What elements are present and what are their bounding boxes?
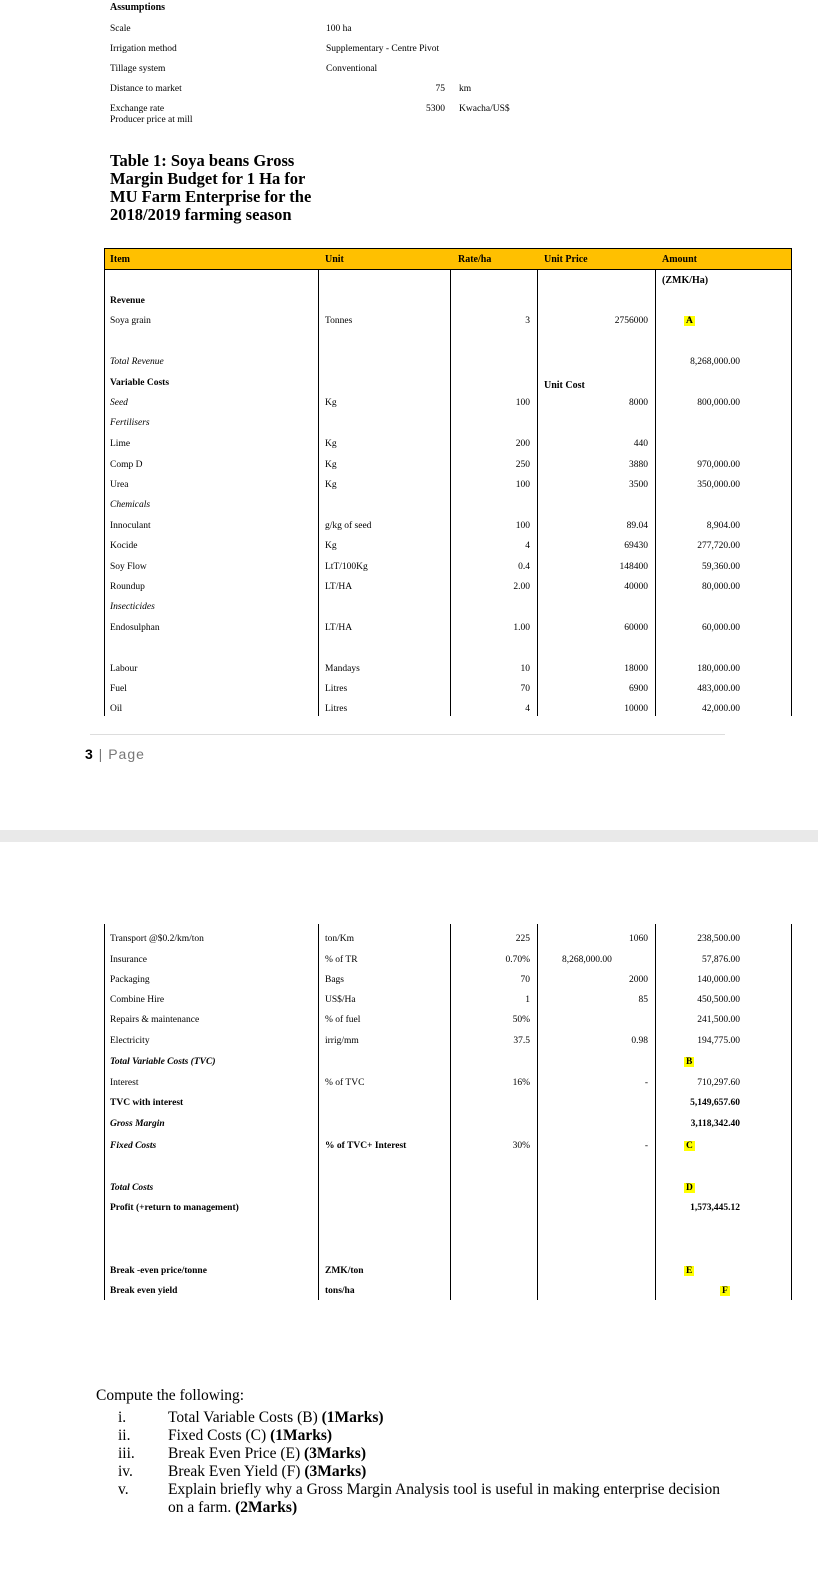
row-unit-price: 89.04	[626, 521, 648, 531]
row-unit: Tonnes	[325, 316, 353, 326]
highlighted-answer-cell: C	[686, 1141, 693, 1151]
row-unit-price: 10000	[624, 704, 648, 714]
assumption-label: Distance to market	[110, 84, 182, 94]
question-body: Total Variable Costs (B)	[168, 1409, 322, 1426]
row-amount: 970,000.00	[697, 460, 740, 470]
row-item: Urea	[110, 480, 129, 490]
row-amount: 800,000.00	[697, 398, 740, 408]
row-unit: % of fuel	[325, 1015, 361, 1025]
row-rate: 100	[515, 480, 530, 490]
row-unit-price: -	[644, 1141, 648, 1151]
row-rate: 70	[520, 975, 530, 985]
question-text	[168, 1409, 384, 1427]
row-amount: 710,297.60	[697, 1078, 740, 1088]
row-amount-answer	[684, 1266, 694, 1276]
row-item: Total Costs	[110, 1183, 154, 1193]
unit-cost-label: Unit Cost	[544, 380, 585, 391]
question-text	[168, 1427, 332, 1445]
row-item: Fuel	[110, 684, 127, 694]
row-rate: 4	[525, 704, 530, 714]
row-item: Gross Margin	[110, 1119, 165, 1129]
row-rate: 225	[515, 934, 530, 944]
table-border	[537, 924, 538, 1300]
row-item: Insecticides	[110, 602, 155, 612]
row-amount: 238,500.00	[697, 934, 740, 944]
row-item: Chemicals	[110, 500, 151, 510]
row-unit-price: 2000	[629, 975, 648, 985]
row-unit-price: -	[644, 1078, 648, 1088]
row-item: Repairs & maintenance	[110, 1015, 200, 1025]
row-unit-price: 0.98	[631, 1036, 648, 1046]
row-unit: % of TVC+ Interest	[325, 1141, 407, 1151]
assumption-label: Irrigation method	[110, 44, 177, 54]
row-unit-price: 18000	[624, 664, 648, 674]
assumption-unit: km	[459, 84, 472, 94]
row-unit-price: 69430	[624, 541, 648, 551]
row-rate: 200	[515, 439, 530, 449]
row-rate: 0.4	[518, 562, 530, 572]
row-unit: % of TR	[325, 955, 358, 965]
highlighted-answer-cell: F	[722, 1286, 728, 1296]
row-unit: % of TVC	[325, 1078, 365, 1088]
assumptions-title: Assumptions	[110, 2, 166, 13]
row-item: Fertilisers	[110, 418, 150, 428]
row-rate: 10	[520, 664, 530, 674]
header-unit: Unit	[325, 254, 344, 265]
question-number: i.	[118, 1409, 127, 1426]
question-marks: (1Marks)	[321, 1409, 384, 1426]
row-unit-price: 8,268,000.00	[562, 955, 612, 965]
page-footer: 3 | Page	[85, 746, 145, 762]
highlighted-answer-cell: D	[686, 1183, 693, 1193]
assumption-label: Scale	[110, 24, 131, 34]
row-item: Soy Flow	[110, 562, 147, 572]
row-rate: 3	[525, 316, 530, 326]
row-rate: 1.00	[513, 623, 530, 633]
highlighted-answer-cell: E	[686, 1266, 693, 1276]
row-item: Insurance	[110, 955, 147, 965]
row-unit-price: 60000	[624, 623, 648, 633]
row-amount: 42,000.00	[702, 704, 740, 714]
row-item: Packaging	[110, 975, 150, 985]
row-amount: 180,000.00	[697, 664, 740, 674]
row-unit: ZMK/ton	[325, 1266, 364, 1276]
row-item: Break -even price/tonne	[110, 1266, 207, 1276]
row-amount-answer	[684, 1057, 694, 1067]
row-amount: 194,775.00	[697, 1036, 740, 1046]
row-amount-answer	[684, 1141, 695, 1151]
row-amount: 8,268,000.00	[690, 357, 740, 367]
row-rate: 30%	[512, 1141, 530, 1151]
table-border	[791, 270, 792, 716]
assumption-label: Producer price at mill	[110, 115, 193, 125]
row-item: Roundup	[110, 582, 145, 592]
row-rate: 50%	[512, 1015, 530, 1025]
row-item: Break even yield	[110, 1286, 178, 1296]
row-item: Labour	[110, 664, 138, 674]
row-item: Profit (+return to management)	[110, 1203, 239, 1213]
row-item: Total Variable Costs (TVC)	[110, 1057, 216, 1067]
row-amount: 8,904.00	[706, 521, 740, 531]
row-amount-answer	[684, 316, 695, 326]
row-item: Fixed Costs	[110, 1141, 157, 1151]
question-text	[168, 1445, 366, 1463]
row-unit-price: 2756000	[614, 316, 648, 326]
row-item: Endosulphan	[110, 623, 160, 633]
assumption-label: Tillage system	[110, 64, 166, 74]
row-amount: 60,000.00	[702, 623, 740, 633]
row-unit: irrig/mm	[325, 1036, 359, 1046]
question-number: v.	[118, 1481, 129, 1498]
row-unit: LT/HA	[325, 582, 353, 592]
row-amount: 3,118,342.40	[690, 1119, 740, 1129]
row-unit: Bags	[325, 975, 344, 985]
question-text	[168, 1481, 728, 1517]
row-amount: 59,360.00	[702, 562, 740, 572]
row-amount: 5,149,657.60	[690, 1098, 740, 1108]
row-item: Kocide	[110, 541, 138, 551]
row-unit: US$/Ha	[325, 995, 356, 1005]
row-item: Comp D	[110, 460, 143, 470]
table-border	[537, 270, 538, 716]
assumption-value: Conventional	[326, 64, 378, 74]
row-amount: 80,000.00	[702, 582, 740, 592]
assumption-value: 100 ha	[326, 24, 352, 34]
row-unit: Kg	[325, 541, 337, 551]
question-body: Break Even Yield (F)	[168, 1463, 305, 1480]
row-unit: Kg	[325, 460, 337, 470]
row-item: Combine Hire	[110, 995, 165, 1005]
header-amount-unit: (ZMK/Ha)	[662, 275, 709, 286]
row-unit-price: 8000	[629, 398, 648, 408]
table-border	[655, 924, 656, 1300]
row-item: Innoculant	[110, 521, 151, 531]
row-item: Total Revenue	[110, 357, 164, 367]
question-number: ii.	[118, 1427, 131, 1444]
row-rate: 250	[515, 460, 530, 470]
row-item: Oil	[110, 704, 123, 714]
row-amount: 1,573,445.12	[690, 1203, 740, 1213]
row-amount-answer	[720, 1286, 730, 1296]
header-rate: Rate/ha	[458, 254, 492, 265]
table-border	[450, 270, 451, 716]
row-amount: 483,000.00	[697, 684, 740, 694]
assumption-value: Supplementary - Centre Pivot	[326, 44, 440, 54]
row-item: Transport @$0.2/km/ton	[110, 934, 204, 944]
assumption-number: 75	[435, 84, 445, 94]
highlighted-answer-cell: A	[686, 316, 693, 326]
row-item: Interest	[110, 1078, 139, 1088]
row-item: Revenue	[110, 296, 145, 306]
row-amount: 241,500.00	[697, 1015, 740, 1025]
table-border	[791, 924, 792, 1300]
row-unit-price: 148400	[619, 562, 648, 572]
row-rate: 70	[520, 684, 530, 694]
page-label: Page	[108, 746, 145, 762]
row-rate: 100	[515, 398, 530, 408]
row-amount: 350,000.00	[697, 480, 740, 490]
row-rate: 4	[525, 541, 530, 551]
row-unit-price: 6900	[629, 684, 648, 694]
assumption-unit: Kwacha/US$	[459, 104, 510, 114]
row-unit: Litres	[325, 684, 348, 694]
highlighted-answer-cell: B	[686, 1057, 693, 1067]
table-border	[318, 270, 319, 716]
row-unit-price: 3880	[629, 460, 648, 470]
question-marks: (2Marks)	[235, 1499, 298, 1516]
row-unit-price: 440	[633, 439, 648, 449]
table-border	[655, 270, 656, 716]
row-rate: 100	[515, 521, 530, 531]
row-unit: Mandays	[325, 664, 360, 674]
question-marks: (3Marks)	[304, 1463, 367, 1480]
assumption-number: 5300	[426, 104, 445, 114]
question-marks: (1Marks)	[270, 1427, 333, 1444]
row-rate: 0.70%	[505, 955, 530, 965]
row-unit: LtT/100Kg	[325, 562, 368, 572]
table-border	[104, 924, 105, 1300]
row-amount: 450,500.00	[697, 995, 740, 1005]
row-amount: 140,000.00	[697, 975, 740, 985]
question-body: Fixed Costs (C)	[168, 1427, 271, 1444]
row-item: Soya grain	[110, 316, 151, 326]
row-unit: tons/ha	[325, 1286, 355, 1296]
footer-rule	[90, 734, 725, 735]
row-unit: Litres	[325, 704, 348, 714]
assumption-label: Exchange rate	[110, 104, 165, 114]
row-unit-price: 3500	[629, 480, 648, 490]
question-marks: (3Marks)	[304, 1445, 366, 1462]
row-item: TVC with interest	[110, 1098, 184, 1108]
row-rate: 37.5	[513, 1036, 530, 1046]
row-item: Electricity	[110, 1036, 150, 1046]
row-unit: Kg	[325, 480, 337, 490]
table-border	[318, 924, 319, 1300]
row-amount: 57,876.00	[702, 955, 740, 965]
row-unit: ton/Km	[325, 934, 355, 944]
row-unit-price: 40000	[624, 582, 648, 592]
row-rate: 1	[525, 995, 530, 1005]
question-text	[168, 1463, 366, 1481]
row-amount: 277,720.00	[697, 541, 740, 551]
row-item: Lime	[110, 439, 131, 449]
row-item: Seed	[110, 398, 128, 408]
row-unit-price: 85	[638, 995, 648, 1005]
row-unit: Kg	[325, 439, 337, 449]
table-title: Table 1: Soya beans Gross Margin Budget for 1 Ha for MU Farm Enterprise for the 2018/2019 farming season	[110, 151, 312, 224]
row-unit-price: 1060	[629, 934, 648, 944]
page-number: 3	[85, 746, 94, 762]
question-body: Explain briefly why a Gross Margin Analysis tool is useful in making enterprise decision on a farm.	[168, 1481, 721, 1516]
document-page-4	[0, 842, 818, 1594]
row-rate: 16%	[512, 1078, 530, 1088]
header-item: Item	[110, 254, 130, 265]
row-unit: LT/HA	[325, 623, 353, 633]
row-amount-answer	[684, 1183, 695, 1193]
row-item: Variable Costs	[110, 378, 170, 388]
question-number: iv.	[118, 1463, 133, 1480]
header-amount: Amount	[662, 254, 698, 265]
row-unit: g/kg of seed	[325, 521, 372, 531]
row-rate: 2.00	[513, 582, 530, 592]
table-border	[450, 924, 451, 1300]
question-number: iii.	[118, 1445, 135, 1462]
header-unit-price: Unit Price	[544, 254, 588, 265]
question-body: Break Even Price (E)	[168, 1445, 304, 1462]
questions-intro: Compute the following:	[96, 1387, 245, 1404]
row-unit: Kg	[325, 398, 337, 408]
table-border	[104, 270, 105, 716]
